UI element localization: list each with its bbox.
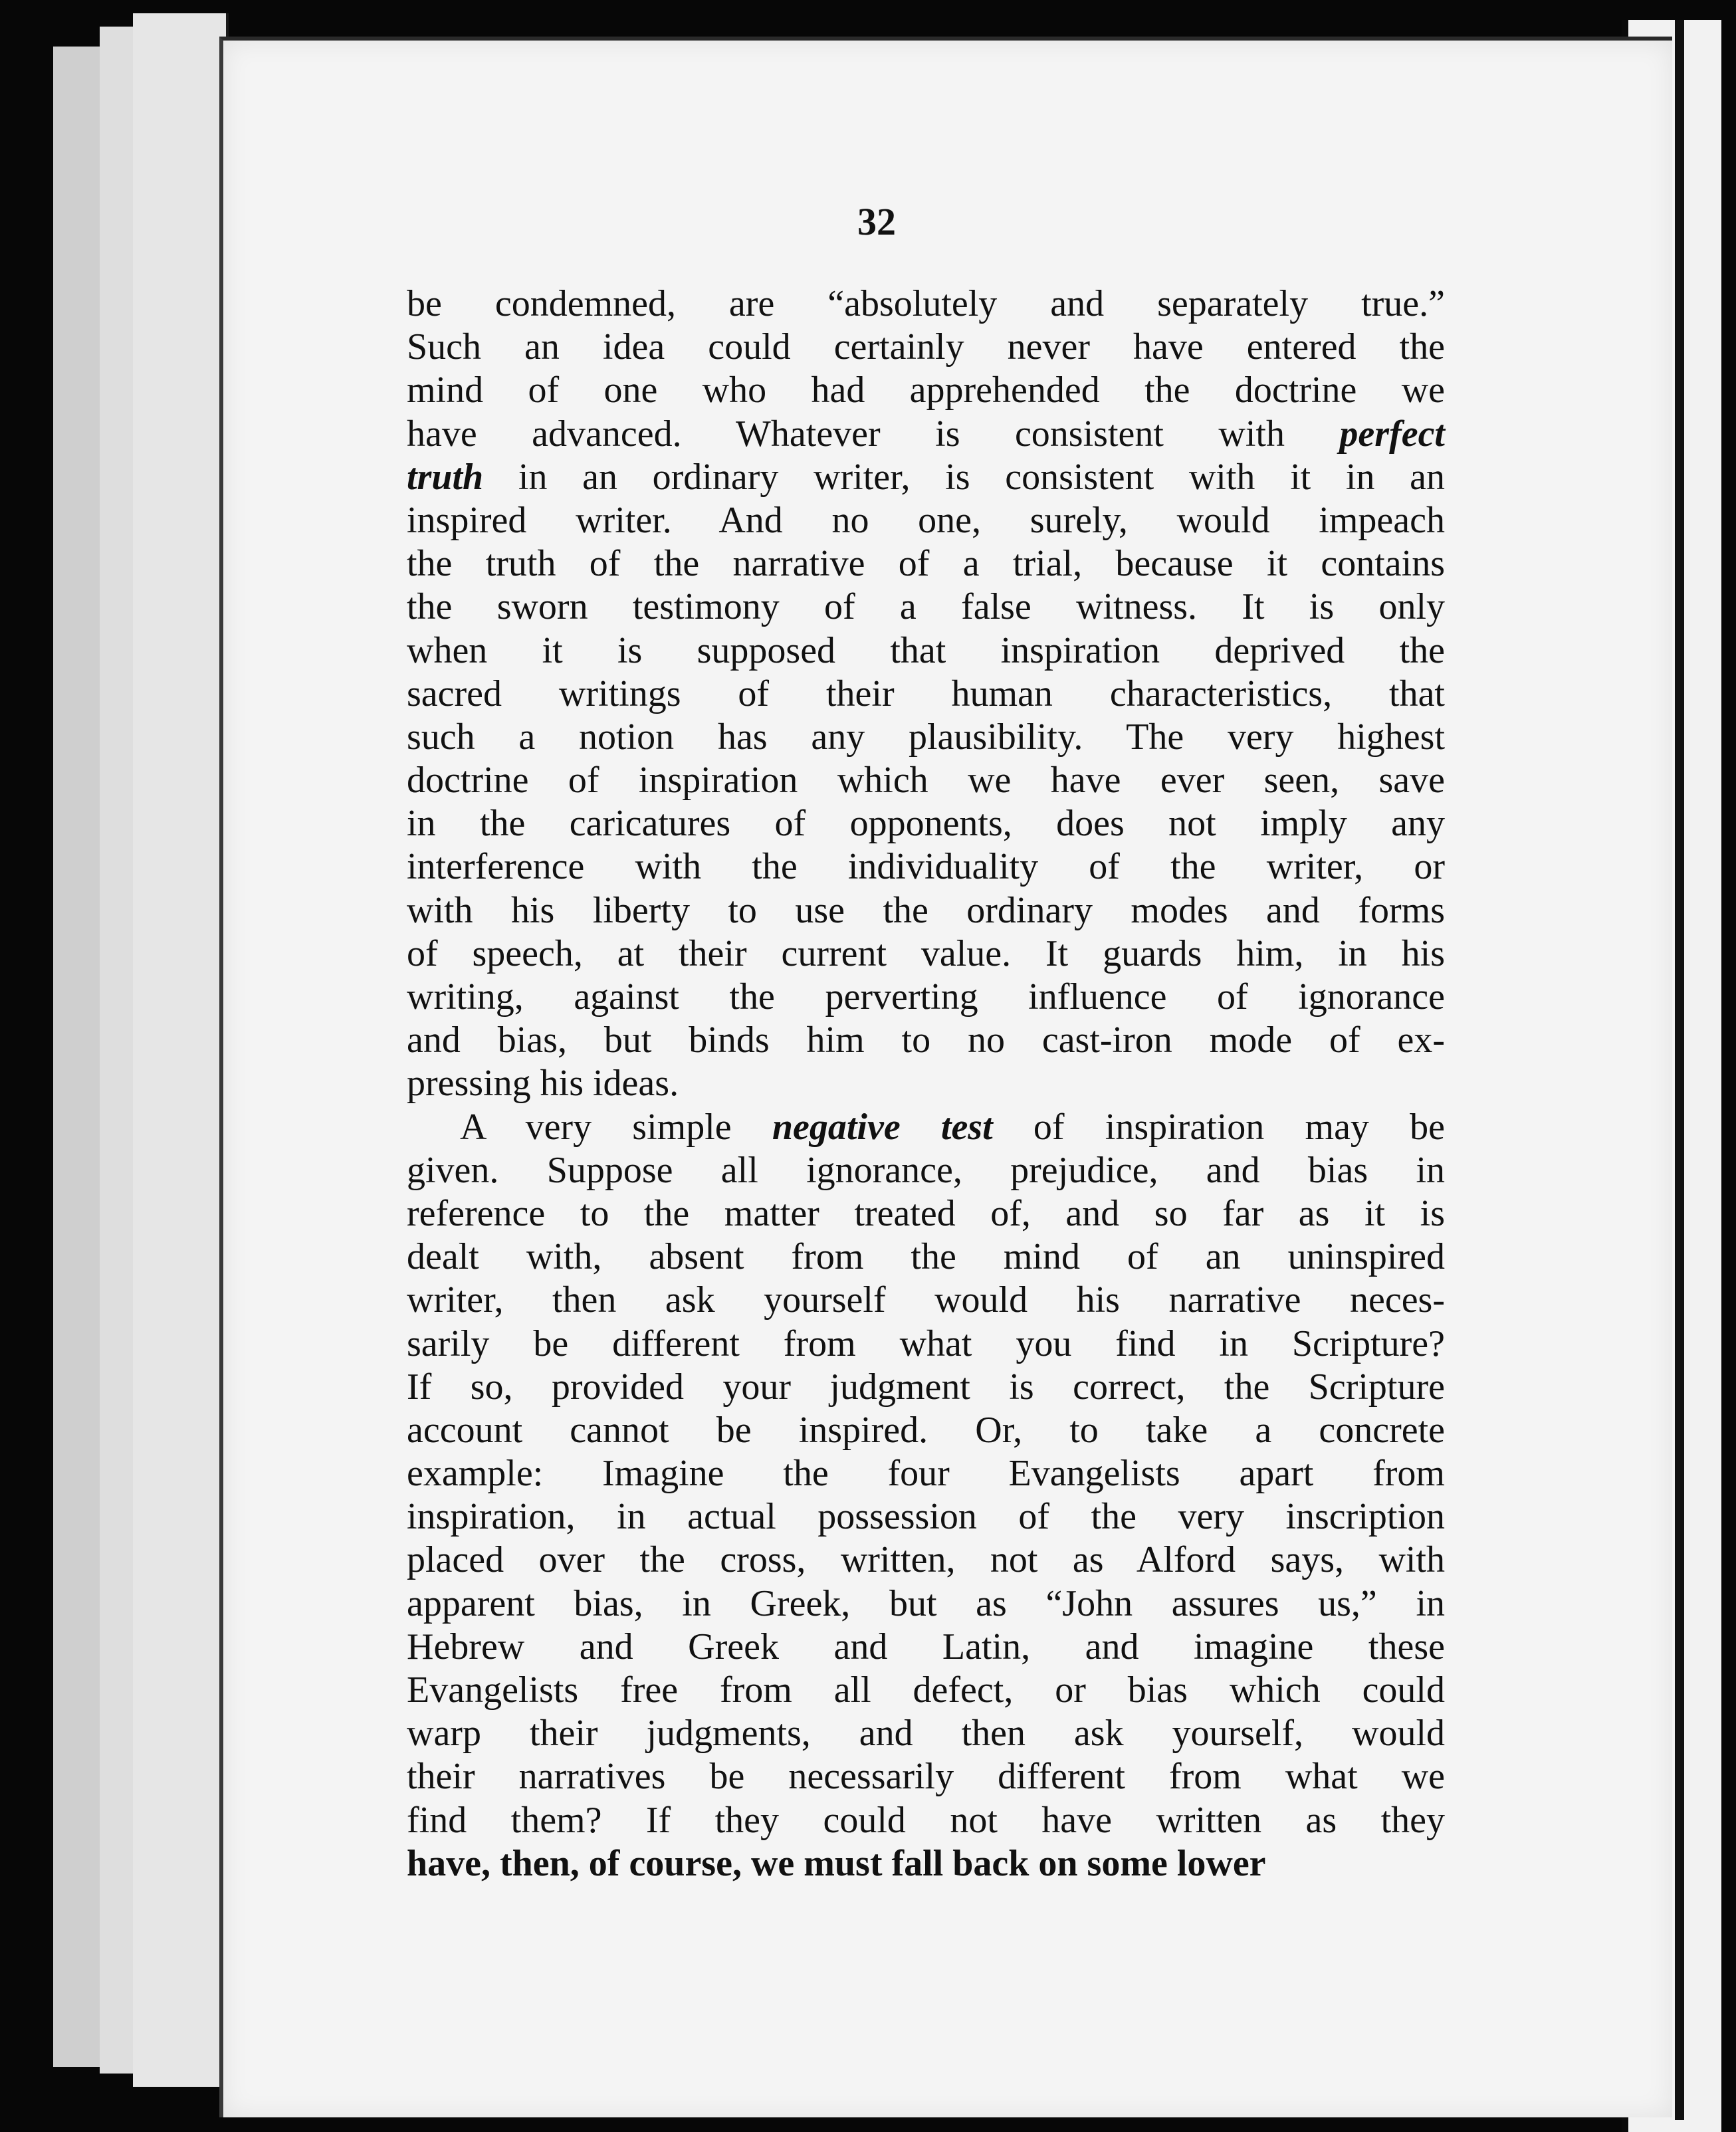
text-line: find them? If they could not have written as they xyxy=(407,1799,1445,1841)
text-line: example: Imagine the four Evangelists apart from xyxy=(407,1453,1445,1495)
text-line: have advanced. Whatever is consistent with perfect xyxy=(407,413,1445,455)
text-line: be condemned, are “absolutely and separately true.” xyxy=(407,283,1445,324)
text-line: Such an idea could certainly never have entered the xyxy=(407,326,1445,368)
text-line: apparent bias, in Greek, but as “John assures us,” in xyxy=(407,1582,1445,1624)
text-line: sacred writings of their human characteristics, that xyxy=(407,673,1445,714)
text-line: Hebrew and Greek and Latin, and imagine these xyxy=(407,1626,1445,1667)
text-line: inspired writer. And no one, surely, would impeach xyxy=(407,499,1445,541)
text-line: doctrine of inspiration which we have ever seen, save xyxy=(407,760,1445,801)
text-line: with his liberty to use the ordinary modes and forms xyxy=(407,889,1445,931)
italic-emphasis: truth xyxy=(407,456,484,498)
text-line: dealt with, absent from the mind of an uninspired xyxy=(407,1236,1445,1278)
text-line: warp their judgments, and then ask yourself, would xyxy=(407,1713,1445,1755)
text-line: the truth of the narrative of a trial, because it contains xyxy=(407,543,1445,585)
binding-strip xyxy=(1675,20,1684,2120)
text-line: of speech, at their current value. It guards him, in his xyxy=(407,932,1445,974)
text-line: truth in an ordinary writer, is consistent with it in an xyxy=(407,456,1445,498)
text-line: If so, provided your judgment is correct, the Scripture xyxy=(407,1366,1445,1408)
text-line: account cannot be inspired. Or, to take a concrete xyxy=(407,1409,1445,1451)
text-line: mind of one who had apprehended the doctrine we xyxy=(407,370,1445,411)
text-line: writing, against the perverting influence of ignorance xyxy=(407,976,1445,1017)
text-line: their narratives be necessarily different from what we xyxy=(407,1756,1445,1798)
text-line: placed over the cross, written, not as Alford says, with xyxy=(407,1539,1445,1581)
text-line: A very simple negative test of inspiration may be xyxy=(460,1106,1446,1148)
body-text xyxy=(407,282,1445,1885)
text-line: such a notion has any plausibility. The very highest xyxy=(407,716,1445,758)
text-line: have, then, of course, we must fall back on some lower xyxy=(407,1842,1266,1884)
text-line: in the caricatures of opponents, does not imply any xyxy=(407,803,1445,845)
page-number: 32 xyxy=(857,200,896,243)
text-line: pressing his ideas. xyxy=(407,1063,679,1105)
text-line: interference with the individuality of the writer, or xyxy=(407,846,1445,888)
text-line: writer, then ask yourself would his narrative neces- xyxy=(407,1279,1445,1321)
page-edge xyxy=(133,13,229,2087)
text-line: reference to the matter treated of, and so far as it is xyxy=(407,1192,1445,1234)
text-line: the sworn testimony of a false witness. It is only xyxy=(407,586,1445,628)
text-line: given. Suppose all ignorance, prejudice, and bias in xyxy=(407,1149,1445,1191)
text-line: Evangelists free from all defect, or bias which could xyxy=(407,1669,1445,1711)
italic-emphasis: negative test xyxy=(772,1106,993,1148)
text-line: inspiration, in actual possession of the very inscription xyxy=(407,1496,1445,1538)
text-line: sarily be different from what you find in Scripture? xyxy=(407,1323,1445,1364)
italic-emphasis: perfect xyxy=(1339,413,1445,455)
text-line: when it is supposed that inspiration deprived the xyxy=(407,629,1445,671)
text-line: and bias, but binds him to no cast-iron mode of ex- xyxy=(407,1019,1445,1061)
